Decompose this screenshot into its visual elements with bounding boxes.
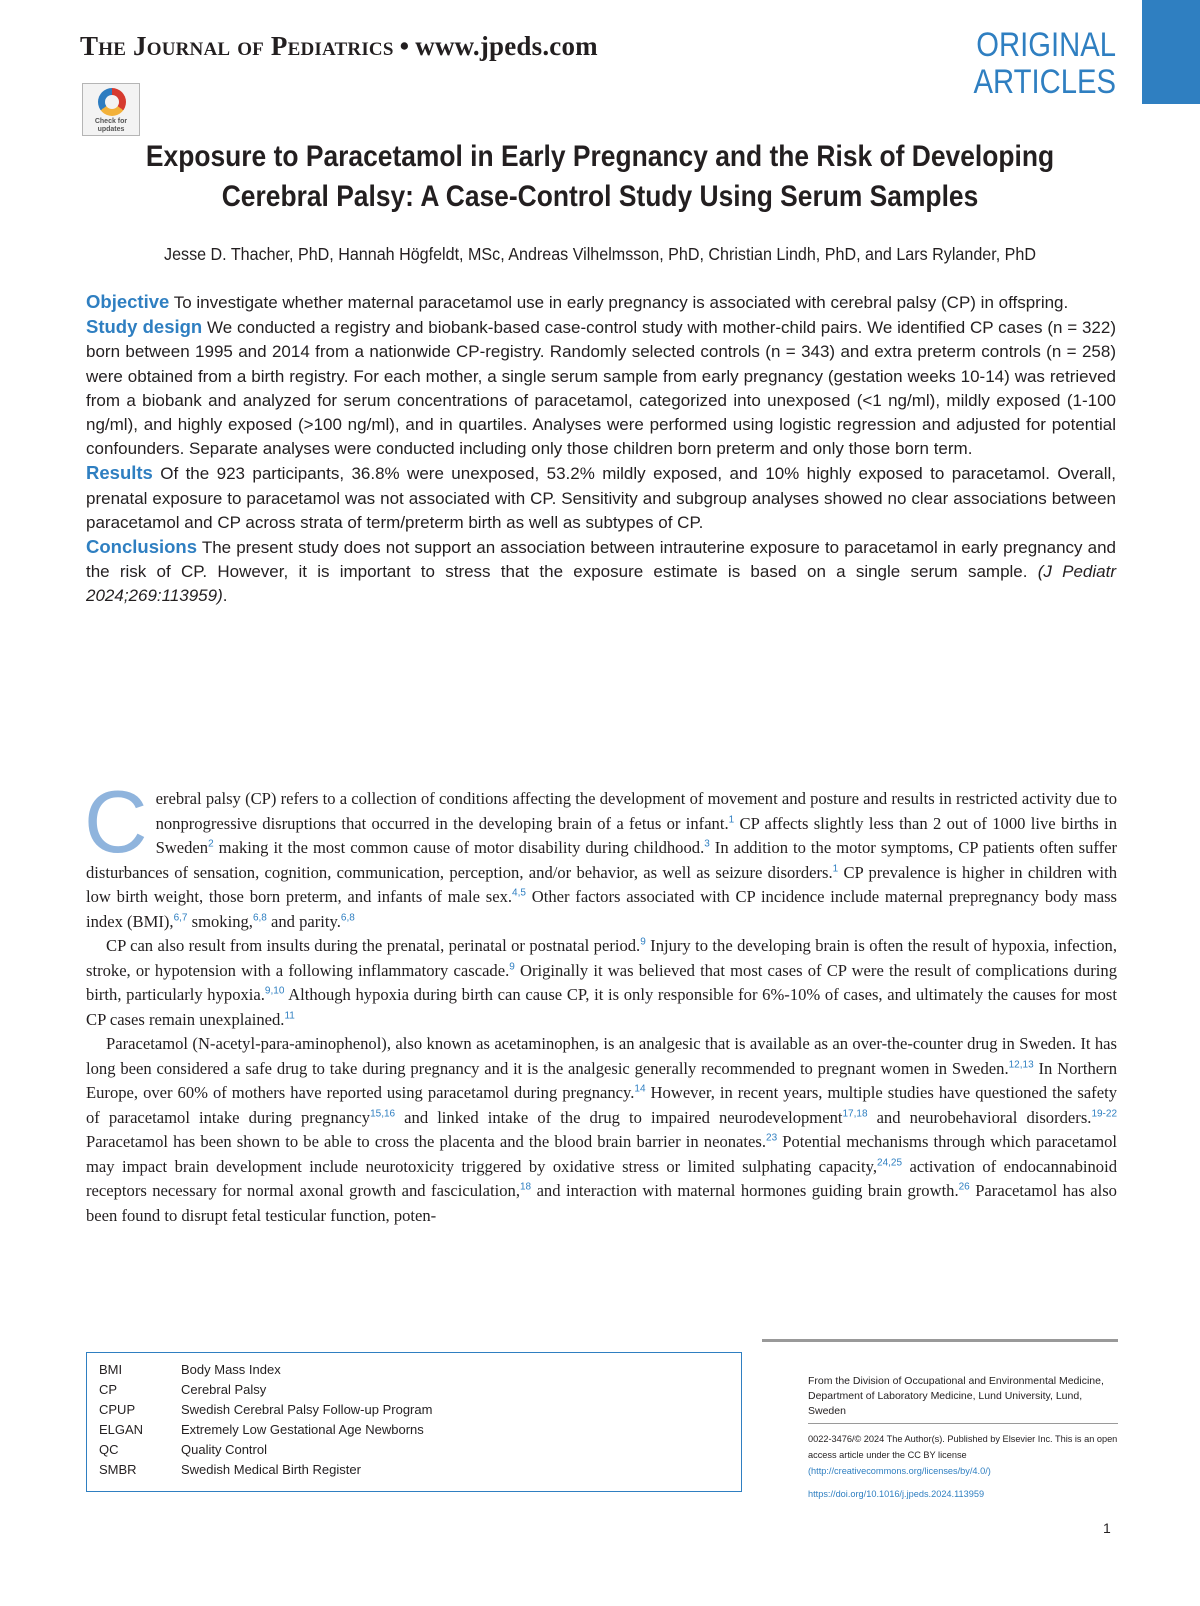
reference-link[interactable]: 12,13 — [1008, 1058, 1034, 1070]
reference-link[interactable]: 26 — [958, 1181, 970, 1193]
abbreviation-row — [99, 1380, 729, 1400]
objective-heading: Objective — [86, 291, 170, 312]
body-text-run: Paracetamol has been shown to be able to cross the placenta and the blood brain barrier in neonates. — [86, 1132, 767, 1151]
abstract-study-design — [86, 315, 1116, 461]
body-text-run: Injury to the developing brain is often the result of hypoxia, infection, stroke, or hypotension with a following inflammatory cascade. — [86, 936, 1117, 980]
body-text-run: and neurobehavioral disorders. — [867, 1107, 1092, 1127]
abbreviation-definition: Swedish Medical Birth Register — [181, 1462, 361, 1477]
abbreviation-definition: Body Mass Index — [181, 1362, 281, 1377]
article-title — [60, 137, 1140, 217]
reference-link[interactable]: 9,10 — [264, 985, 285, 997]
abbreviation-term: ELGAN — [99, 1422, 144, 1437]
abbreviation-term: QC — [99, 1442, 119, 1457]
body-text-run: Although hypoxia during birth can cause CP, it is only responsible for 6%-10% of cases, and ultimately the causes for most CP cases remain unexplained. — [86, 985, 1118, 1029]
results-heading: Results — [86, 462, 153, 484]
reference-link[interactable]: 1 — [728, 813, 735, 825]
crossmark-icon — [98, 88, 126, 116]
reference-link[interactable]: 6,8 — [252, 911, 267, 923]
results-text: Of the 923 participants, 36.8% were unexposed, 53.2% mildly exposed, and 10% highly exposed to paracetamol. Overall, prenatal exposure to paracetamol was not associated with CP. Sensitivity and subgroup analyses showed no clear associations between paracetamol and CP across strata of term/preterm birth as well as subtypes of CP. — [86, 464, 1116, 532]
reference-link[interactable]: 6,8 — [340, 911, 355, 923]
body-text-run: CP affects slightly less than 2 out of 1000 live births in Sweden — [155, 813, 1117, 857]
reference-link[interactable]: 1 — [832, 862, 839, 874]
abbreviation-row — [99, 1460, 729, 1480]
abbreviation-row — [99, 1440, 729, 1460]
body-text-run: Originally it was believed that most cases of CP were the result of complications during birth, particularly hypoxia. — [86, 960, 1118, 1004]
abstract-conclusions — [86, 535, 1116, 609]
reference-link[interactable]: 24,25 — [877, 1156, 903, 1168]
body-text-run: In addition to the motor symptoms, CP patients often suffer disturbances of sensation, cognition, communication, perception, and/or behavior, as well as seizure disorders. — [86, 838, 1118, 882]
abstract-objective — [86, 290, 1116, 315]
body-paragraph-2 — [86, 934, 1117, 1032]
body-text-run: smoking, — [187, 911, 253, 931]
body-text-run: making it the most common cause of motor disability during childhood. — [213, 838, 705, 857]
abbreviation-term: CP — [99, 1382, 118, 1397]
section-label-line1: ORIGINAL — [976, 26, 1116, 64]
body-text-run: and interaction with maternal hormones guiding brain growth. — [531, 1181, 959, 1200]
abbreviation-definition: Cerebral Palsy — [181, 1382, 267, 1397]
section-label-line2: ARTICLES — [973, 63, 1116, 101]
doi-link[interactable]: https://doi.org/10.1016/j.jpeds.2024.113959 — [808, 1489, 985, 1499]
journal-header — [80, 31, 598, 62]
reference-link[interactable]: 4,5 — [512, 887, 526, 899]
header-bullet: • — [399, 31, 410, 61]
abbreviation-row — [99, 1400, 729, 1420]
abbreviation-definition: Quality Control — [181, 1442, 267, 1457]
reference-link[interactable]: 17,18 — [842, 1107, 868, 1119]
body-text-run: erebral palsy (CP) refers to a collection of conditions affecting the development of movement and posture and results in restricted activity due to nonprogressive disruptions that occurred in the developing brain of a fetus or infant. — [155, 789, 1117, 833]
reference-link[interactable]: 9 — [509, 960, 515, 972]
body-text-run: CP can also result from insults during the prenatal, perinatal or postnatal period. — [106, 936, 641, 955]
conclusions-heading: Conclusions — [86, 536, 198, 558]
objective-text: To investigate whether maternal paracetamol use in early pregnancy is associated with cerebral palsy (CP) in offspring. — [173, 293, 1069, 312]
citation-period: . — [222, 586, 228, 606]
body-text-run: activation of endocannabinoid receptors necessary for normal axonal growth and fasciculation, — [86, 1156, 1117, 1200]
study-design-heading: Study design — [86, 316, 203, 338]
section-color-tab — [1142, 0, 1200, 104]
reference-link[interactable]: 19-22 — [1091, 1107, 1118, 1119]
reference-link[interactable]: 9 — [640, 936, 646, 948]
abbreviation-row — [99, 1420, 729, 1440]
abbreviation-definition: Extremely Low Gestational Age Newborns — [181, 1422, 424, 1437]
abbreviation-row — [99, 1360, 729, 1380]
reference-link[interactable]: 3 — [704, 838, 710, 850]
body-paragraph-3 — [86, 1032, 1117, 1228]
abbreviation-definition: Swedish Cerebral Palsy Follow-up Program — [181, 1402, 433, 1417]
abbreviation-term: BMI — [99, 1362, 123, 1377]
license-text: 0022-3476/© 2024 The Author(s). Published by Elsevier Inc. This is an open access article under the CC BY license — [808, 1434, 1118, 1460]
study-design-text: We conducted a registry and biobank-based case-control study with mother-child pairs. We identified CP cases (n = 322) born between 1995 and 2014 from a nationwide CP-registry. Randomly selected controls (n = 343) and extra preterm controls (n = 258) were obtained from a birth registry. For each mother, a single serum sample from early pregnancy (gestation weeks 10-14) was retrieved from a biobank and analyzed for serum concentrations of paracetamol, categorized into unexposed (<1 ng/ml), mildly exposed (1-100 ng/ml), and highly exposed (>100 ng/ml), and in quartiles. Analyses were performed using logistic regression and adjusted for potential confounders. Separate analyses were conducted including only those children born preterm and only those born term. — [86, 318, 1116, 459]
reference-link[interactable]: 23 — [766, 1132, 778, 1144]
license-notice — [808, 1431, 1123, 1479]
body-text-run: However, in recent years, multiple studies have questioned the safety of paracetamol intake during pregnancy — [86, 1083, 1117, 1127]
crossmark-label: Check for updates — [94, 118, 128, 133]
body-text-run: and linked intake of the drug to impaired neurodevelopment — [395, 1107, 843, 1127]
drop-cap: C — [84, 772, 148, 871]
section-label — [944, 27, 1116, 101]
body-text-run: Other factors associated with CP incidence include maternal prepregnancy body mass index (BMI), — [86, 887, 1117, 931]
reference-link[interactable]: 15,16 — [370, 1107, 396, 1119]
license-link[interactable]: (http://creativecommons.org/licenses/by/4.0/) — [808, 1466, 991, 1476]
journal-website-link[interactable]: www.jpeds.com — [415, 31, 598, 61]
abstract-results — [86, 461, 1116, 535]
abbreviation-term: SMBR — [99, 1462, 137, 1477]
body-text-run: CP prevalence is higher in children with low birth weight, those born preterm, and infants of male sex. — [86, 862, 1117, 906]
article-title-line1: Exposure to Paracetamol in Early Pregnancy and the Risk of Developing — [145, 140, 1055, 173]
article-body — [84, 772, 1118, 1228]
abbreviation-term: CPUP — [99, 1402, 136, 1417]
body-text-run: and parity. — [266, 911, 341, 931]
reference-link[interactable]: 18 — [519, 1181, 532, 1193]
abstract — [86, 290, 1116, 609]
journal-name: The Journal of Pediatrics — [80, 31, 394, 61]
body-text-run: Paracetamol (N-acetyl-para-aminophenol), also known as acetaminophen, is an analgesic that is available as an over-the-counter drug in Sweden. It has long been considered a safe drug to take during pregnancy and it is the analgesic generally recommended to pregnant women in Sweden. — [86, 1034, 1117, 1078]
affiliation-separator — [808, 1423, 1118, 1424]
reference-link[interactable]: 11 — [284, 1009, 295, 1021]
page-number: 1 — [1103, 1520, 1111, 1536]
journal-citation: (J Pediatr 2024;269:113959) — [86, 562, 1116, 606]
body-text-run: Paracetamol has also been found to disrupt fetal testicular function, poten- — [86, 1181, 1117, 1225]
body-text-run: In Northern Europe, over 60% of mothers have reported using paracetamol during pregnancy. — [86, 1058, 1117, 1102]
reference-link[interactable]: 2 — [208, 838, 214, 850]
conclusions-text: The present study does not support an association between intrauterine exposure to paracetamol in early pregnancy and the risk of CP. However, it is important to stress that the exposure estimate is based on a single serum sample. — [86, 538, 1116, 582]
author-affiliation: From the Division of Occupational and Environmental Medicine, Department of Laboratory Medicine, Lund University, Lund, Sweden — [808, 1375, 1104, 1417]
abbreviations-box — [86, 1352, 742, 1492]
body-paragraph-1 — [84, 772, 1118, 934]
author-list: Jesse D. Thacher, PhD, Hannah Högfeldt, MSc, Andreas Vilhelmsson, PhD, Christian Lindh, PhD, and Lars Rylander, PhD — [164, 244, 1036, 264]
footer-divider — [762, 1339, 1118, 1342]
reference-link[interactable]: 14 — [634, 1083, 646, 1095]
article-title-line2: Cerebral Palsy: A Case-Control Study Using Serum Samples — [221, 180, 979, 213]
check-for-updates-button[interactable] — [82, 83, 140, 136]
reference-link[interactable]: 6,7 — [173, 911, 188, 923]
body-text-run: Potential mechanisms through which paracetamol may impact brain development include neurotoxicity triggered by oxidative stress or limited sulphating capacity, — [86, 1132, 1118, 1176]
